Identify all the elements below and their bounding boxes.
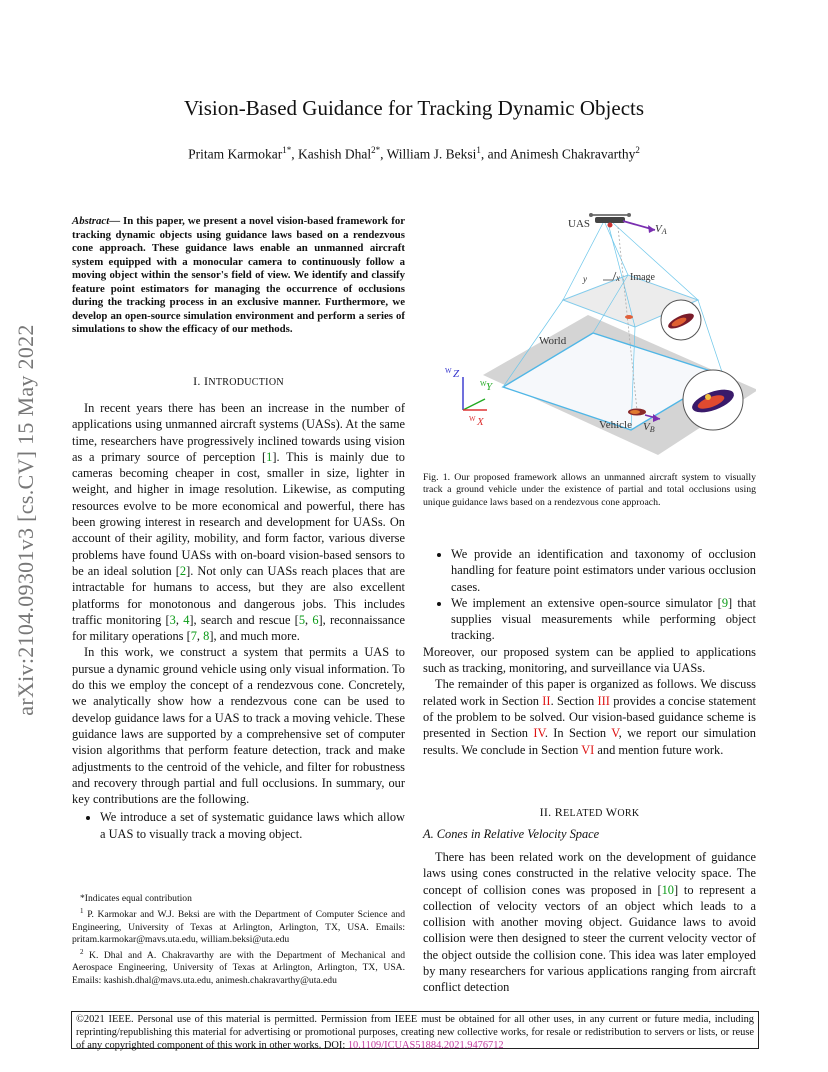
uas-drone-icon [589, 213, 631, 228]
citation-link[interactable]: 2 [179, 563, 187, 578]
author-affil: 1 [476, 145, 481, 155]
section-heading-related-work: II. RELATED WORK [539, 805, 640, 819]
label-vehicle: Vehicle [599, 419, 632, 431]
label-axis-y: Y [486, 381, 493, 393]
figure-illustration [423, 205, 756, 465]
citation-link[interactable]: 5 [298, 612, 306, 627]
citation-link[interactable]: 4 [183, 612, 190, 627]
copyright-notice: ©2021 IEEE. Personal use of this material is permitted. Permission from IEEE must be obtained for all other uses, in any current or future media, including reprinting/republishing this material for advertising or promotional purposes, creating new collective works, for resale or redistribution to servers or lists, or reuse of any copyrighted component of this work in other works. DOI: 10.1109/ICUAS51884.2021.9476712 [71, 1011, 759, 1049]
subsection-heading: A. Cones in Relative Velocity Space [423, 827, 600, 841]
footnote-2: $^2$ K. Dhal and A. Chakravarthy are with the Department of Mechanical and Aerospace Engineering, University of Texas at Arlington, Arlington, TX, USA. Emails: kashish.dhal@mavs.uta.edu, animesh.chakravarthy@uta.edu [72, 948, 405, 986]
related-work-body [423, 849, 756, 996]
section-heading-introduction: I. INTRODUCTION [193, 374, 284, 388]
section-link[interactable]: IV [533, 726, 545, 741]
paper-title: Vision-Based Guidance for Tracking Dynamic Objects [183, 96, 645, 120]
citation-link[interactable]: 9 [721, 595, 729, 610]
section-link[interactable]: III [597, 693, 610, 708]
arxiv-stamp [6, 280, 46, 760]
svg-text:W: W [445, 367, 452, 375]
figure-1 [423, 205, 756, 465]
citation-link[interactable]: 7 [190, 629, 197, 644]
world-y-axis [463, 399, 485, 410]
intro-paragraph-2: In this work, we construct a system that permits a UAS to pursue a dynamic ground vehicle using only visual information. To do this we employ the concept of a rendezvous cone. Concretely, we analytically show how a rendezvous cone can be used to develop guidance laws for a UAS to track a moving vehicle. These guidance laws are supported by a comprehensive set of computer vision algorithms that perform feature detection, track and make adjustments to the centroid of the vehicle, and filter for robustness and recovery through partial and full occlusions. In summary, our key contributions are the following. [72, 645, 405, 807]
figure-caption: Fig. 1. Our proposed framework allows an unmanned aircraft system to visually track a ground vehicle under the existence of partial and total occlusions using unique guidance laws based on a rendezvous cone approach. [423, 472, 756, 508]
section-link[interactable]: V [611, 726, 619, 741]
citation-link[interactable]: 6 [312, 612, 319, 627]
right-column-body [423, 546, 756, 758]
citation-link[interactable]: 8 [203, 629, 210, 644]
intro-paragraph-1: In recent years there has been an increase in the number of applications using unmanned aircraft systems (UASs). At the same time, researchers have progressively inclined towards using vision as a primary source of perception [1]. This is mainly due to cameras becoming cheaper in cost, smaller in size, lighter in weight, and higher in image resolution. Likewise, as computing resources evolve to be more economical and powerful, there has been growing interest in research and development for UASs. On account of their agility, mobility, and form factor, various diverse problems have found UASs with on-board vision-based sensors to be an ideal solution [2]. Not only can UASs reach places that are intractable for humans to access, but they are also excellent platforms for monotonous and dangerous jobs. This includes traffic monitoring [3, 4], search and rescue [5, 6], reconnaissance for military operations [7, 8], and much more. [72, 401, 405, 644]
svg-text:y: y [583, 274, 587, 284]
author-affil: 1* [282, 145, 292, 155]
svg-text:W: W [480, 380, 487, 388]
citation-link[interactable]: 1 [266, 449, 273, 464]
paragraph-cones: There has been related work on the development of guidance laws using cones constructed in the relative velocity space. The concept of collision cones was proposed in [10] to represent a collection of velocity vectors of an object which leads to a collision with another moving object. Guidance laws to avoid collision were then designed to steer the current velocity vector of the object outside the collision cone. This idea was later employed by many researchers for various applications ranging from aircraft conflict detection [423, 850, 756, 995]
paragraph-organization: The remainder of this paper is organized as follows. We discuss related work in Section II. Section III provides a concise statement of the problem to be solved. Our vision-based guidance scheme is presented in Section IV. In Section V, we report our simulation results. We conclude in Section VI and mention future work. [423, 677, 757, 757]
abstract-text: In this paper, we present a novel vision-based framework for tracking dynamic objects using guidance laws based on a rendezvous cone approach. These guidance laws enable an unmanned aircraft system equipped with a monocular camera to continuously follow a moving object within the sensor's field of view. We identify and classify feature point estimators for managing the occurrence of occlusions during the tracking process in an exclusive manner. Furthermore, we develop an open-source simulation environment and perform a series of simulations to show the efficacy of our methods. [72, 215, 406, 335]
author-list: Pritam Karmokar$^{1*}$, Kashish Dhal$^{2*}$, William J. Beksi$^1$, and Animesh Chakravarthy$^2$ [188, 145, 640, 162]
author-and: and [487, 146, 508, 162]
intro-body [72, 400, 405, 842]
svg-text:VB: VB [643, 421, 655, 434]
citation-link[interactable]: 3 [169, 612, 176, 627]
arxiv-id: arXiv:2104.09301v3 [cs.CV] 15 May 2022 [13, 324, 38, 716]
footnote-equal: *Indicates equal contribution [80, 893, 192, 904]
vehicle-icon [628, 409, 646, 416]
label-uas: UAS [568, 218, 591, 230]
contribution-list-continued [423, 546, 756, 644]
section-link[interactable]: VI [581, 742, 595, 757]
image-car-icon [625, 315, 633, 319]
contribution-item: • We implement an extensive open-source simulator [9] that supplies visual measurements while performing object tracking. [451, 595, 756, 644]
label-axis-z: Z [453, 368, 460, 380]
citation-link[interactable]: 10 [661, 882, 674, 897]
abstract-label: Abstract [72, 215, 110, 227]
svg-text:W: W [469, 415, 476, 423]
contribution-list [72, 809, 405, 842]
author-affil: 2 [635, 145, 640, 155]
section-link[interactable]: II [542, 693, 551, 708]
contribution-item: • We introduce a set of systematic guidance laws which allow a UAS to visually track a moving object. [100, 809, 405, 842]
paragraph-applications: Moreover, our proposed system can be applied to applications such as tracking, monitoring, and surveillance via UASs. [423, 644, 756, 676]
svg-text:VA: VA [655, 223, 667, 236]
author-name: Kashish Dhal [297, 146, 372, 162]
footnotes [72, 893, 405, 987]
author-name: Animesh Chakravarthy [509, 146, 636, 162]
author-name: William J. Beksi [386, 146, 477, 162]
label-image: Image [630, 272, 655, 283]
contribution-item: • We provide an identification and taxonomy of occlusion handling for feature point estimators under various occlusion cases. [451, 546, 756, 595]
label-world: World [539, 335, 567, 347]
author-name: Pritam Karmokar [188, 146, 283, 162]
footnote-1: $^1$ P. Karmokar and W.J. Beksi are with the Department of Computer Science and Engineering, University of Texas at Arlington, Arlington, TX, USA. Emails: pritam.karmokar@mavs.uta.edu, william.beksi@uta.edu [72, 907, 405, 945]
abstract: Abstract— In this paper, we present a novel vision-based framework for tracking dynamic objects using guidance laws based on a rendezvous cone approach. These guidance laws enable an unmanned aircraft system equipped with a monocular camera to continuously follow a moving object within the sensor's field of view. We identify and classify feature point estimators for managing the occurrence of occlusions during the tracking process in an exclusive manner. Furthermore, we develop an open-source simulation environment and perform a series of simulations to show the efficacy of our methods. [72, 215, 406, 335]
doi-link[interactable]: 10.1109/ICUAS51884.2021.9476712 [347, 1040, 504, 1051]
author-affil: 2* [371, 145, 381, 155]
label-axis-x: X [477, 416, 484, 428]
svg-text:x: x [616, 273, 620, 283]
